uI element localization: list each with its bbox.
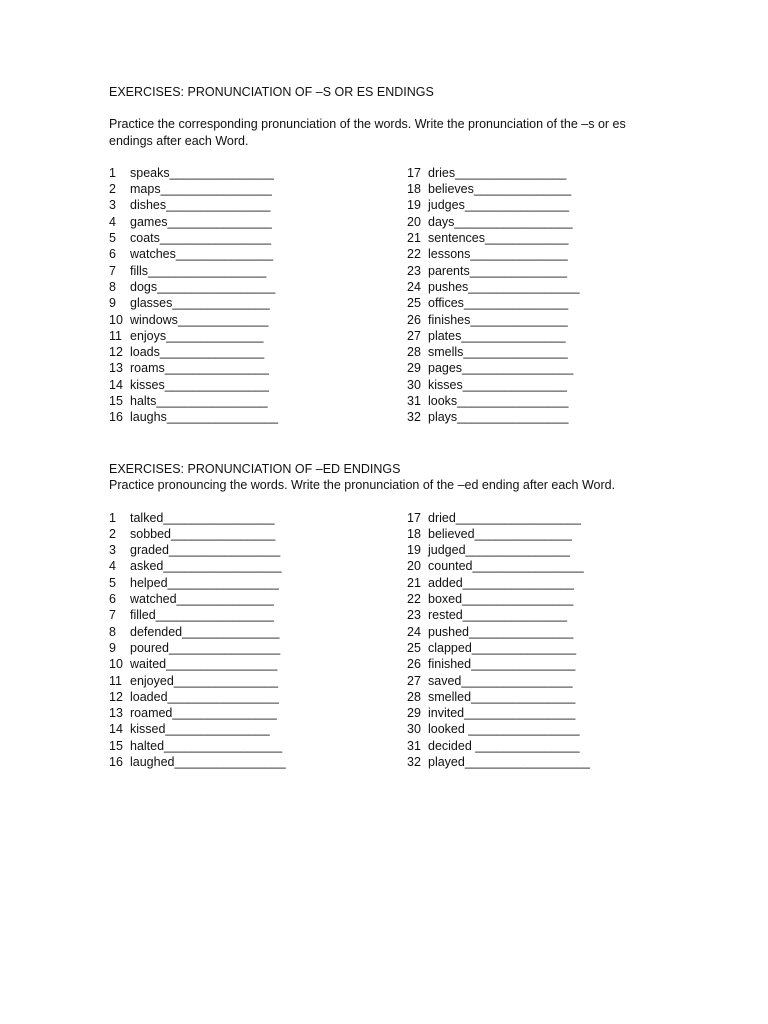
item-number: 7	[109, 608, 116, 623]
item-number: 32	[407, 755, 421, 770]
item-number: 23	[407, 263, 421, 278]
item-number: 31	[407, 738, 421, 753]
item-number: 16	[109, 755, 123, 770]
item-number: 1	[109, 510, 116, 525]
item-word-blank: counted________________	[428, 559, 584, 574]
item-number: 11	[109, 328, 122, 343]
item-word-blank: dries________________	[428, 165, 567, 180]
list-item	[407, 673, 705, 689]
list-item	[109, 542, 407, 558]
item-word-blank: watches______________	[130, 247, 274, 262]
item-number: 8	[109, 624, 116, 639]
item-word-blank: kissed_______________	[130, 722, 270, 737]
item-number: 23	[407, 608, 421, 623]
list-item	[407, 705, 705, 721]
instruction-line: Practice the corresponding pronunciation of the words. Write the pronunciation of the –s or es	[109, 117, 626, 132]
list-item	[407, 624, 705, 640]
list-item	[407, 575, 705, 591]
item-number: 20	[407, 559, 421, 574]
list-item	[109, 591, 407, 607]
item-number: 28	[407, 689, 421, 704]
item-number: 6	[109, 247, 116, 262]
list-item	[109, 607, 407, 623]
word-list-right	[407, 510, 705, 771]
list-item	[407, 181, 705, 197]
item-word-blank: believed______________	[428, 526, 572, 541]
list-item	[109, 393, 407, 409]
list-item	[109, 409, 407, 425]
item-number: 2	[109, 526, 116, 541]
list-item	[407, 754, 705, 770]
list-item	[407, 295, 705, 311]
item-word-blank: defended______________	[130, 624, 280, 639]
list-item	[109, 263, 407, 279]
item-word-blank: fills_________________	[130, 263, 267, 278]
item-word-blank: roamed_______________	[130, 706, 277, 721]
item-number: 5	[109, 231, 116, 246]
item-number: 20	[407, 214, 421, 229]
item-word-blank: rested_______________	[428, 608, 568, 623]
item-number: 24	[407, 624, 421, 639]
item-number: 3	[109, 198, 116, 213]
item-word-blank: believes______________	[428, 182, 572, 197]
item-word-blank: talked________________	[130, 510, 275, 525]
item-word-blank: boxed________________	[428, 592, 574, 607]
list-item	[407, 377, 705, 393]
item-word-blank: loaded________________	[130, 689, 279, 704]
item-number: 1	[109, 165, 116, 180]
item-word-blank: games_______________	[130, 214, 272, 229]
item-number: 15	[109, 394, 123, 409]
item-word-blank: poured________________	[130, 640, 281, 655]
item-number: 17	[407, 165, 421, 180]
item-number: 17	[407, 510, 421, 525]
item-number: 14	[109, 377, 123, 392]
item-number: 4	[109, 559, 116, 574]
list-item	[407, 738, 705, 754]
word-list-left	[109, 510, 407, 771]
list-item	[109, 312, 407, 328]
item-number: 11	[109, 673, 122, 688]
list-item	[109, 526, 407, 542]
list-item	[109, 510, 407, 526]
item-number: 12	[109, 689, 123, 704]
item-word-blank: loads_______________	[130, 345, 265, 360]
item-word-blank: decided _______________	[428, 738, 580, 753]
item-number: 4	[109, 214, 116, 229]
item-word-blank: parents______________	[428, 263, 568, 278]
item-number: 3	[109, 543, 116, 558]
list-item	[109, 673, 407, 689]
item-word-blank: finished_______________	[428, 657, 576, 672]
item-word-blank: played__________________	[428, 755, 590, 770]
word-list-left	[109, 165, 407, 426]
list-item	[109, 181, 407, 197]
list-item	[407, 591, 705, 607]
item-number: 22	[407, 592, 421, 607]
section-title: EXERCISES: PRONUNCIATION OF –ED ENDINGS	[109, 462, 401, 476]
item-word-blank: offices_______________	[428, 296, 569, 311]
item-number: 25	[407, 296, 421, 311]
item-word-blank: enjoys______________	[130, 328, 264, 343]
list-item	[407, 526, 705, 542]
item-word-blank: smelled_______________	[428, 689, 576, 704]
item-word-blank: filled_________________	[130, 608, 274, 623]
item-word-blank: roams_______________	[130, 361, 270, 376]
word-list	[109, 510, 709, 771]
list-item	[109, 575, 407, 591]
item-number: 28	[407, 345, 421, 360]
list-item	[109, 295, 407, 311]
list-item	[407, 328, 705, 344]
list-item	[109, 721, 407, 737]
item-word-blank: pushes________________	[428, 279, 580, 294]
item-number: 7	[109, 263, 116, 278]
list-item	[407, 393, 705, 409]
item-number: 21	[407, 231, 421, 246]
item-number: 29	[407, 706, 421, 721]
item-number: 6	[109, 592, 116, 607]
list-item	[109, 377, 407, 393]
item-word-blank: halts________________	[130, 394, 268, 409]
list-item	[407, 230, 705, 246]
list-item	[407, 214, 705, 230]
list-item	[109, 344, 407, 360]
list-item	[109, 689, 407, 705]
item-word-blank: speaks_______________	[130, 165, 274, 180]
item-word-blank: dishes_______________	[130, 198, 271, 213]
item-word-blank: invited________________	[428, 706, 576, 721]
list-item	[407, 409, 705, 425]
item-word-blank: added________________	[428, 575, 574, 590]
item-word-blank: maps________________	[130, 182, 272, 197]
item-word-blank: pushed_______________	[428, 624, 574, 639]
list-item	[109, 214, 407, 230]
item-number: 27	[407, 673, 421, 688]
item-word-blank: plates_______________	[428, 328, 566, 343]
list-item	[407, 344, 705, 360]
item-number: 32	[407, 410, 421, 425]
item-word-blank: lessons______________	[428, 247, 568, 262]
item-word-blank: graded________________	[130, 543, 281, 558]
item-word-blank: judges_______________	[428, 198, 570, 213]
list-item	[109, 656, 407, 672]
item-word-blank: laughs________________	[130, 410, 279, 425]
list-item	[407, 558, 705, 574]
list-item	[407, 197, 705, 213]
item-word-blank: pages________________	[428, 361, 574, 376]
item-word-blank: days_________________	[428, 214, 573, 229]
word-list-right	[407, 165, 705, 426]
item-number: 16	[109, 410, 123, 425]
list-item	[109, 624, 407, 640]
item-word-blank: asked_________________	[130, 559, 282, 574]
item-number: 9	[109, 296, 116, 311]
list-item	[109, 165, 407, 181]
list-item	[407, 263, 705, 279]
list-item	[109, 754, 407, 770]
item-number: 27	[407, 328, 421, 343]
list-item	[407, 640, 705, 656]
list-item	[407, 510, 705, 526]
item-number: 26	[407, 657, 421, 672]
list-item	[407, 542, 705, 558]
instructions	[109, 116, 709, 149]
list-item	[407, 360, 705, 376]
item-word-blank: sentences____________	[428, 231, 569, 246]
item-number: 30	[407, 377, 421, 392]
item-number: 12	[109, 345, 123, 360]
item-word-blank: finishes______________	[428, 312, 568, 327]
list-item	[109, 246, 407, 262]
item-word-blank: sobbed_______________	[130, 526, 276, 541]
item-word-blank: dogs_________________	[130, 279, 276, 294]
item-number: 15	[109, 738, 123, 753]
list-item	[407, 312, 705, 328]
item-word-blank: helped________________	[130, 575, 279, 590]
list-item	[109, 328, 407, 344]
list-item	[407, 656, 705, 672]
item-number: 18	[407, 182, 421, 197]
item-number: 30	[407, 722, 421, 737]
list-item	[407, 279, 705, 295]
list-item	[109, 197, 407, 213]
instruction-line: endings after each Word.	[109, 133, 249, 148]
list-item	[109, 279, 407, 295]
item-number: 24	[407, 279, 421, 294]
list-item	[109, 705, 407, 721]
item-word-blank: smells_______________	[428, 345, 568, 360]
item-number: 5	[109, 575, 116, 590]
list-item	[407, 721, 705, 737]
item-word-blank: kisses_______________	[428, 377, 568, 392]
item-word-blank: looks________________	[428, 394, 569, 409]
item-word-blank: waited________________	[130, 657, 278, 672]
section-title: EXERCISES: PRONUNCIATION OF –S OR ES ENDINGS	[109, 85, 434, 99]
list-item	[407, 607, 705, 623]
item-number: 19	[407, 198, 421, 213]
item-number: 29	[407, 361, 421, 376]
item-word-blank: clapped_______________	[428, 640, 577, 655]
list-item	[407, 165, 705, 181]
item-number: 31	[407, 394, 421, 409]
list-item	[109, 738, 407, 754]
list-item	[407, 689, 705, 705]
item-number: 13	[109, 706, 123, 721]
item-number: 9	[109, 640, 116, 655]
item-word-blank: glasses______________	[130, 296, 270, 311]
item-number: 10	[109, 312, 123, 327]
item-number: 22	[407, 247, 421, 262]
item-number: 13	[109, 361, 123, 376]
item-number: 18	[407, 526, 421, 541]
item-word-blank: watched______________	[130, 592, 274, 607]
list-item	[109, 360, 407, 376]
section-s-endings	[109, 84, 709, 426]
item-word-blank: halted_________________	[130, 738, 283, 753]
item-word-blank: coats________________	[130, 231, 272, 246]
section-ed-endings	[109, 461, 709, 770]
item-word-blank: dried__________________	[428, 510, 581, 525]
item-number: 26	[407, 312, 421, 327]
item-word-blank: saved________________	[428, 673, 573, 688]
item-number: 14	[109, 722, 123, 737]
list-item	[109, 640, 407, 656]
item-number: 10	[109, 657, 123, 672]
item-number: 25	[407, 640, 421, 655]
item-word-blank: laughed________________	[130, 755, 286, 770]
item-word-blank: plays________________	[428, 410, 569, 425]
list-item	[407, 246, 705, 262]
item-word-blank: judged_______________	[428, 543, 570, 558]
item-number: 2	[109, 182, 116, 197]
item-number: 21	[407, 575, 421, 590]
list-item	[109, 558, 407, 574]
word-list	[109, 165, 709, 426]
item-number: 8	[109, 279, 116, 294]
item-word-blank: looked ________________	[428, 722, 580, 737]
list-item	[109, 230, 407, 246]
item-word-blank: windows_____________	[130, 312, 269, 327]
item-word-blank: kisses_______________	[130, 377, 270, 392]
instruction-line: Practice pronouncing the words. Write the pronunciation of the –ed ending after each Word.	[109, 478, 616, 493]
item-number: 19	[407, 543, 421, 558]
item-word-blank: enjoyed_______________	[130, 673, 279, 688]
